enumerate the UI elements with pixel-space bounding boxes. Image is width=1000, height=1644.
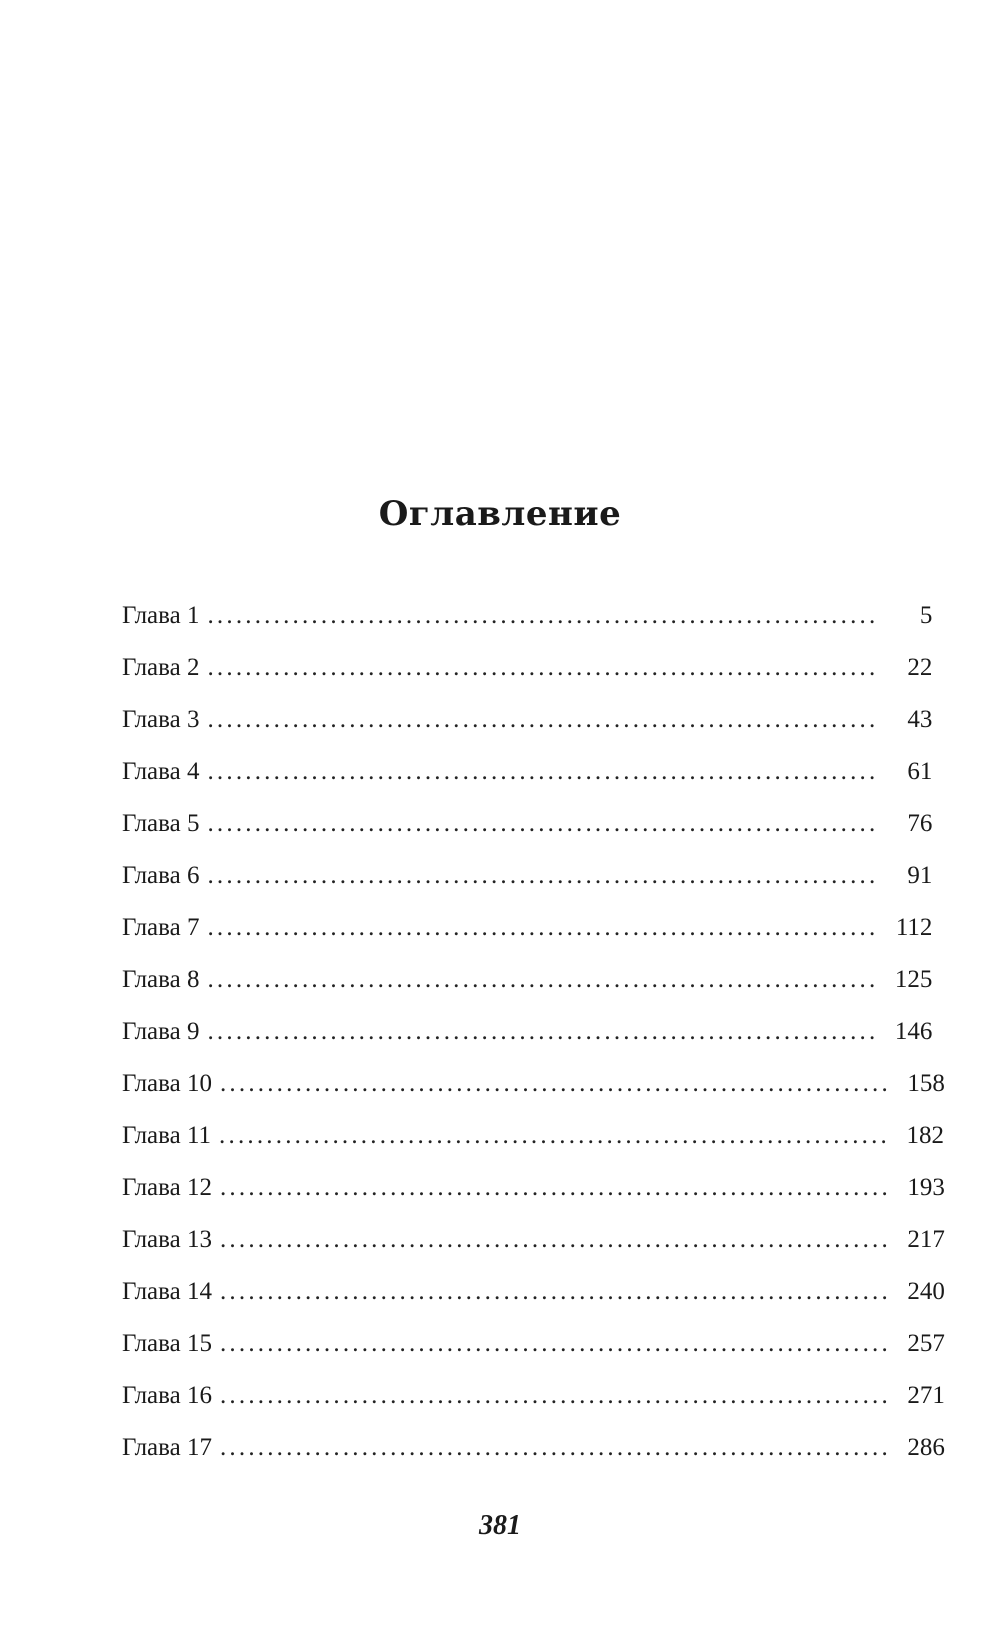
toc-entry[interactable] (122, 1070, 945, 1122)
toc-entry-page: 43 (907, 706, 933, 733)
toc-entry-label: Глава 5 (122, 810, 200, 837)
toc-entry-page: 217 (907, 1226, 945, 1253)
toc-dot-leader: ....................................................................... (207, 602, 879, 629)
toc-entry-label: Глава 8 (122, 966, 200, 993)
toc-entry-label: Глава 16 (122, 1382, 212, 1409)
toc-entry-page: 22 (907, 654, 933, 681)
toc-dot-leader: ....................................................................... (219, 1434, 891, 1461)
toc-entry-page: 271 (907, 1382, 945, 1409)
toc-entry-label: Глава 1 (122, 602, 200, 629)
toc-dot-leader: ....................................................................... (219, 1330, 891, 1357)
toc-dot-leader: ....................................................................... (207, 654, 879, 681)
toc-entry[interactable] (122, 1226, 945, 1278)
toc-entry-page: 5 (919, 602, 933, 629)
toc-dot-leader: ....................................................................... (219, 1070, 891, 1097)
toc-entry[interactable] (122, 914, 933, 966)
toc-entry-page: 125 (894, 966, 933, 993)
toc-entry-page: 193 (907, 1174, 945, 1201)
toc-dot-leader: ....................................................................... (207, 914, 879, 941)
page-number: 381 (479, 1510, 521, 1541)
toc-entry[interactable] (122, 1174, 945, 1226)
toc-entry[interactable] (122, 810, 933, 862)
toc-entry-label: Глава 4 (122, 758, 200, 785)
toc-entry-page: 286 (907, 1434, 945, 1461)
toc-entry[interactable] (122, 602, 933, 654)
toc-entry[interactable] (122, 1278, 945, 1330)
toc-entry-page: 61 (907, 758, 933, 785)
toc-dot-leader: ....................................................................... (219, 1122, 890, 1149)
toc-dot-leader: ....................................................................... (207, 1018, 879, 1045)
toc-entry[interactable] (122, 1434, 945, 1486)
toc-dot-leader: ....................................................................... (219, 1278, 891, 1305)
toc-entry-page: 112 (895, 914, 933, 941)
toc-entry[interactable] (122, 1122, 944, 1174)
toc-entry-page: 91 (907, 862, 933, 889)
toc-entry-label: Глава 12 (122, 1174, 212, 1201)
toc-entry[interactable] (122, 1330, 945, 1382)
toc-dot-leader: ....................................................................... (219, 1382, 891, 1409)
toc-entry-label: Глава 3 (122, 706, 200, 733)
toc-entry-label: Глава 13 (122, 1226, 212, 1253)
toc-entry-page: 158 (907, 1070, 945, 1097)
toc-entry-label: Глава 10 (122, 1070, 212, 1097)
toc-entry-page: 76 (907, 810, 933, 837)
table-of-contents (122, 602, 945, 1486)
toc-entry-label: Глава 17 (122, 1434, 212, 1461)
toc-entry[interactable] (122, 758, 933, 810)
toc-entry-label: Глава 9 (122, 1018, 200, 1045)
page-title: Оглавление (378, 494, 622, 534)
toc-entry-page: 240 (907, 1278, 945, 1305)
toc-dot-leader: ....................................................................... (207, 706, 879, 733)
toc-dot-leader: ....................................................................... (207, 966, 879, 993)
toc-entry-label: Глава 6 (122, 862, 200, 889)
toc-dot-leader: ....................................................................... (219, 1174, 891, 1201)
toc-entry[interactable] (122, 966, 933, 1018)
toc-dot-leader: ....................................................................... (219, 1226, 891, 1253)
toc-entry-page: 182 (906, 1122, 944, 1149)
toc-entry-label: Глава 15 (122, 1330, 212, 1357)
toc-entry-label: Глава 11 (122, 1122, 212, 1149)
toc-entry-page: 146 (894, 1018, 933, 1045)
toc-entry[interactable] (122, 1018, 933, 1070)
toc-entry[interactable] (122, 862, 933, 914)
toc-entry[interactable] (122, 654, 933, 706)
toc-entry[interactable] (122, 1382, 945, 1434)
toc-entry-page: 257 (907, 1330, 945, 1357)
toc-dot-leader: ....................................................................... (207, 862, 879, 889)
toc-entry[interactable] (122, 706, 933, 758)
toc-entry-label: Глава 2 (122, 654, 200, 681)
toc-entry-label: Глава 14 (122, 1278, 212, 1305)
toc-dot-leader: ....................................................................... (207, 810, 879, 837)
toc-entry-label: Глава 7 (122, 914, 200, 941)
toc-dot-leader: ....................................................................... (207, 758, 879, 785)
